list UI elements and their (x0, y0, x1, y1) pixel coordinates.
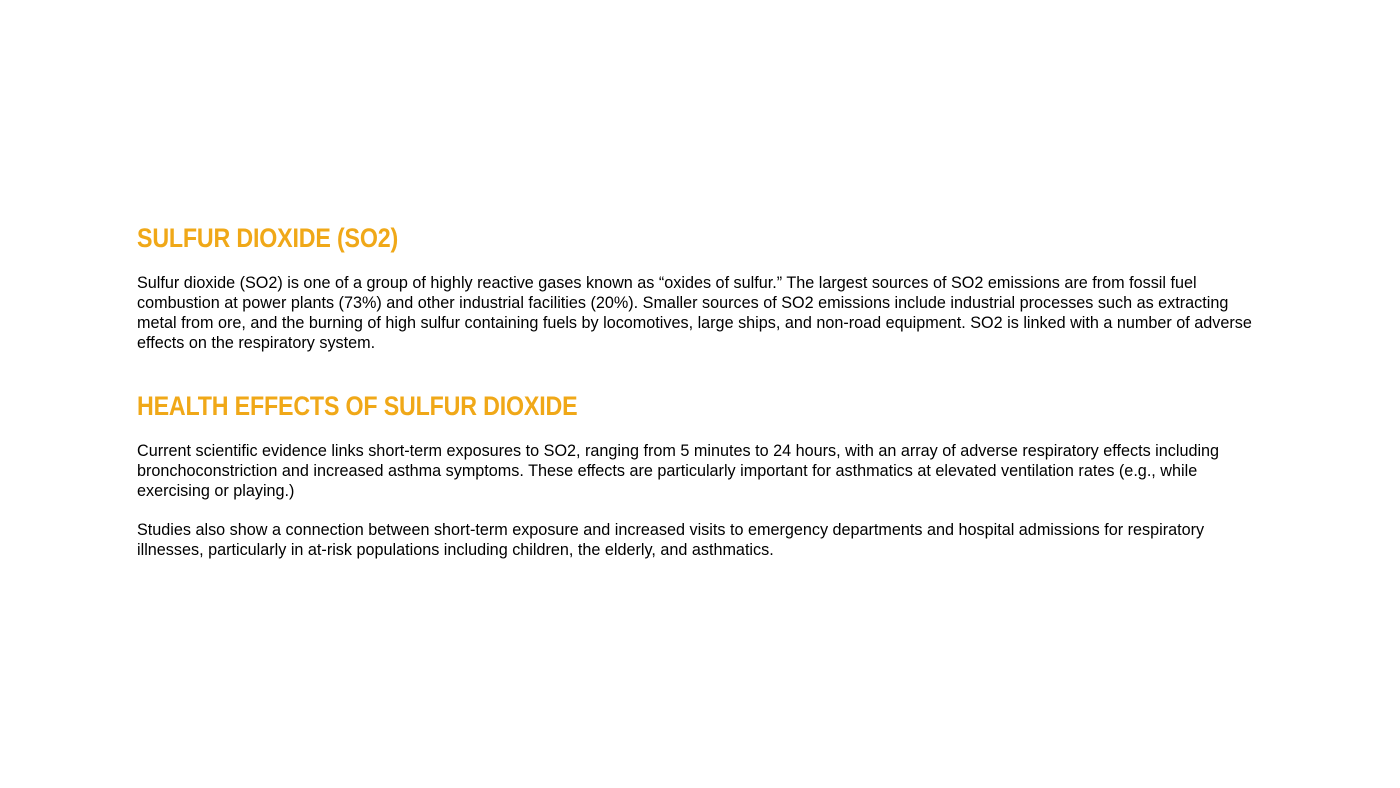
paragraph-sulfur-dioxide-intro: Sulfur dioxide (SO2) is one of a group of highly reactive gases known as “oxides of sulfur.” The largest sources of SO2 emissions are from fossil fuel combustion at power plants (73%) and other industrial facilities (20%). Smaller sources of SO2 emissions include industrial processes such as extracting metal from ore, and the burning of high sulfur containing fuels by locomotives, large ships, and non-road equipment. SO2 is linked with a number of adverse effects on the respiratory system. (137, 274, 1252, 352)
section-title-health-effects: HEALTH EFFECTS OF SULFUR DIOXIDE (137, 391, 578, 421)
paragraph-health-effects-evidence: Current scientific evidence links short-term exposures to SO2, ranging from 5 minutes to 24 hours, with an array of adverse respiratory effects including bronchoconstriction and increased asthma symptoms. These effects are particularly important for asthmatics at elevated ventilation rates (e.g., while exercising or playing.) (137, 442, 1220, 500)
document-body (137, 220, 1272, 560)
paragraph-health-effects-studies: Studies also show a connection between short-term exposure and increased visits to emergency departments and hospital admissions for respiratory illnesses, particularly in at-risk populations including children, the elderly, and asthmatics. (137, 521, 1205, 559)
section-title-sulfur-dioxide: SULFUR DIOXIDE (SO2) (137, 223, 399, 253)
